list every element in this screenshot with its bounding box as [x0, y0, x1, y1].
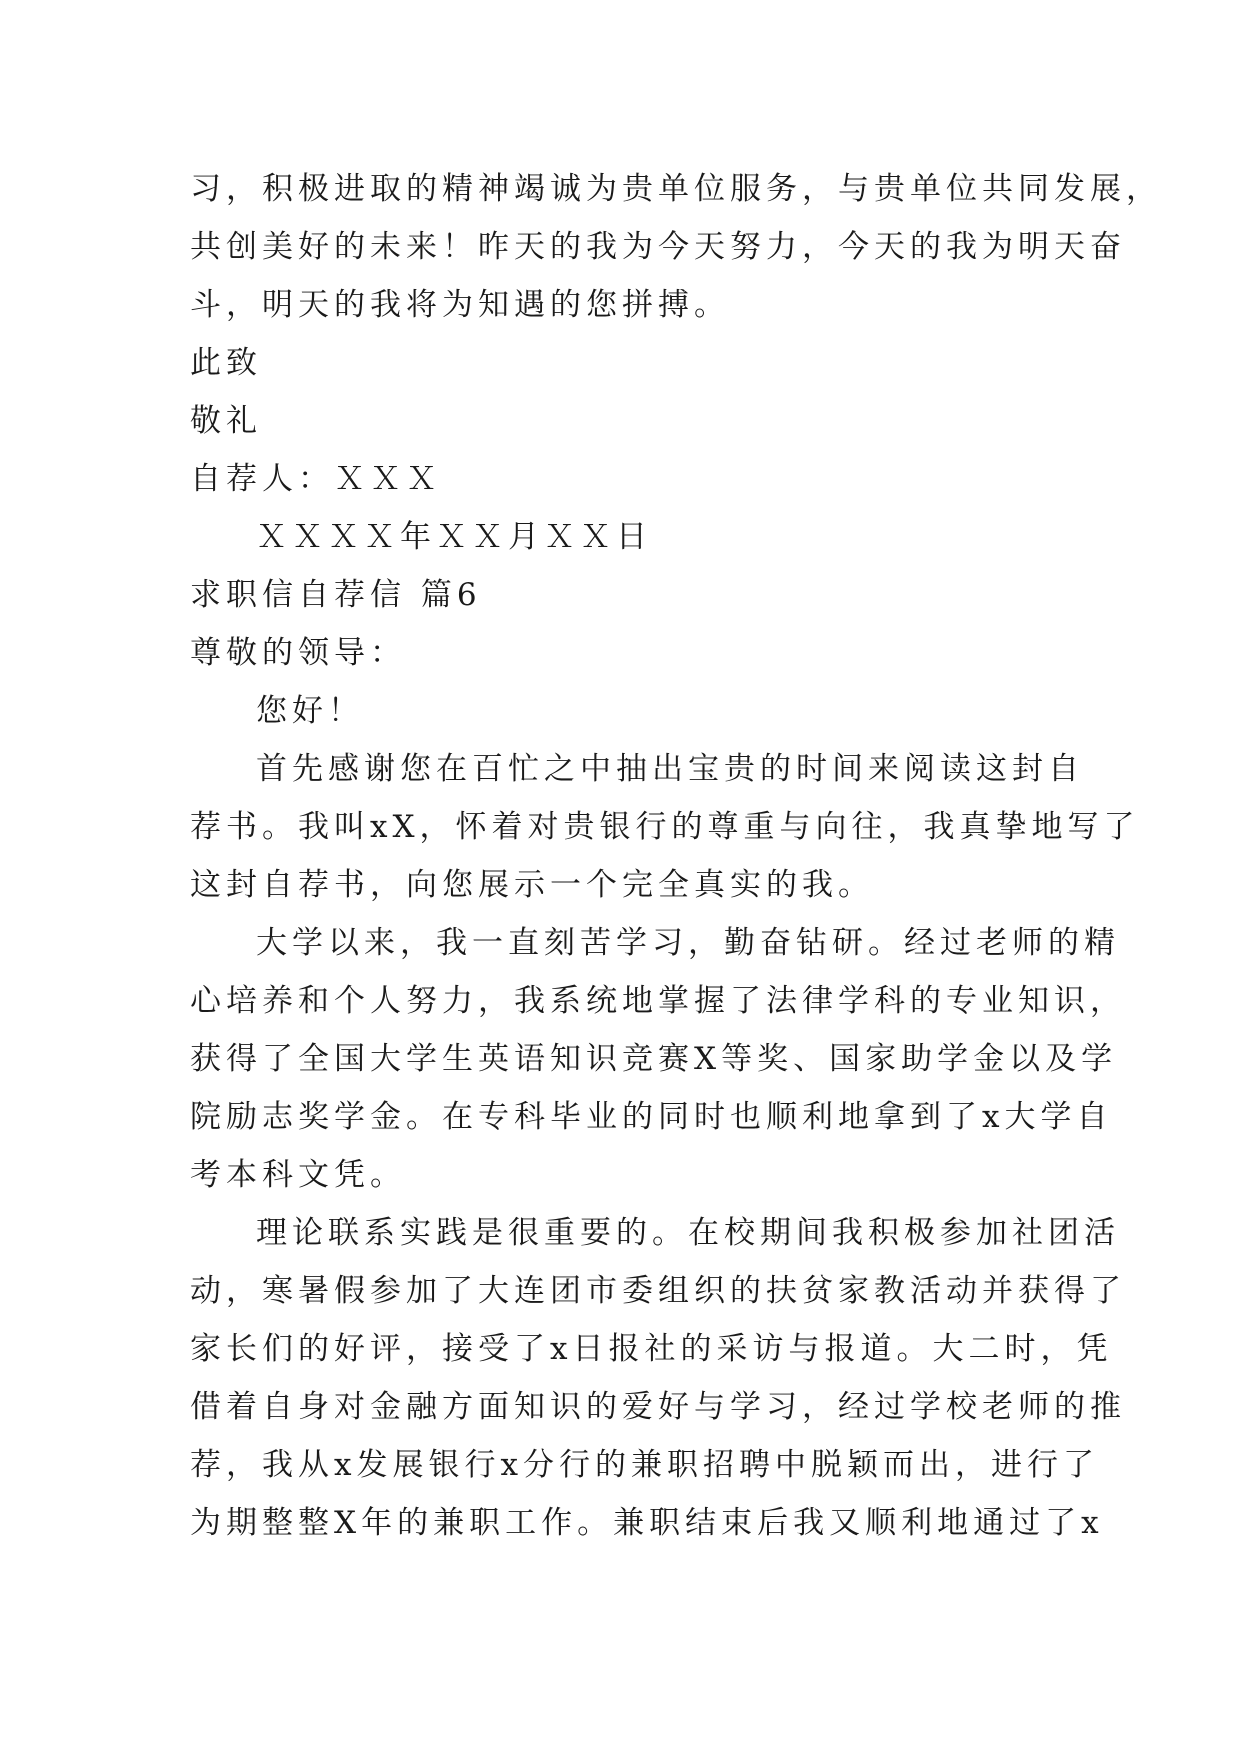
section-title: 求职信自荐信 篇6: [190, 577, 482, 613]
signature-line: 自荐人：ＸＸＸ: [190, 461, 442, 497]
body-text-line: 借着自身对金融方面知识的爱好与学习，经过学校老师的推: [190, 1389, 1126, 1425]
greeting: 您好！: [256, 693, 364, 729]
body-text-line: 院励志奖学金。在专科毕业的同时也顺利地拿到了x大学自: [190, 1099, 1113, 1135]
body-text-line: 斗，明天的我将为知遇的您拼搏。: [190, 287, 730, 323]
closing-salutation: 此致: [190, 345, 262, 381]
body-text-line: 习，积极进取的精神竭诚为贵单位服务，与贵单位共同发展，: [190, 171, 1162, 207]
date-line: ＸＸＸＸ年ＸＸ月ＸＸ日: [256, 519, 652, 555]
body-text-line: 获得了全国大学生英语知识竞赛X等奖、国家助学金以及学: [190, 1041, 1118, 1077]
body-text-line: 荐，我从x发展银行x分行的兼职招聘中脱颖而出，进行了: [190, 1447, 1099, 1483]
body-text-line: 大学以来，我一直刻苦学习，勤奋钻研。经过老师的精: [256, 925, 1120, 961]
closing-regards: 敬礼: [190, 403, 262, 439]
body-text-line: 首先感谢您在百忙之中抽出宝贵的时间来阅读这封自: [256, 751, 1084, 787]
body-text-line: 为期整整X年的兼职工作。兼职结束后我又顺利地通过了x: [190, 1505, 1104, 1541]
body-text-line: 动，寒暑假参加了大连团市委组织的扶贫家教活动并获得了: [190, 1273, 1126, 1309]
body-text-line: 这封自荐书，向您展示一个完全真实的我。: [190, 867, 874, 903]
document-page: [190, 160, 1162, 1552]
greeting-recipient: 尊敬的领导：: [190, 635, 406, 671]
body-text-line: 家长们的好评，接受了x日报社的采访与报道。大二时，凭: [190, 1331, 1113, 1367]
body-text-line: 共创美好的未来！昨天的我为今天努力，今天的我为明天奋: [190, 229, 1126, 265]
body-text-line: 荐书。我叫xX，怀着对贵银行的尊重与向往，我真挚地写了: [190, 809, 1140, 845]
body-text-line: 考本科文凭。: [190, 1157, 406, 1193]
body-text-line: 理论联系实践是很重要的。在校期间我积极参加社团活: [256, 1215, 1120, 1251]
body-text-line: 心培养和个人努力，我系统地掌握了法律学科的专业知识，: [190, 983, 1126, 1019]
